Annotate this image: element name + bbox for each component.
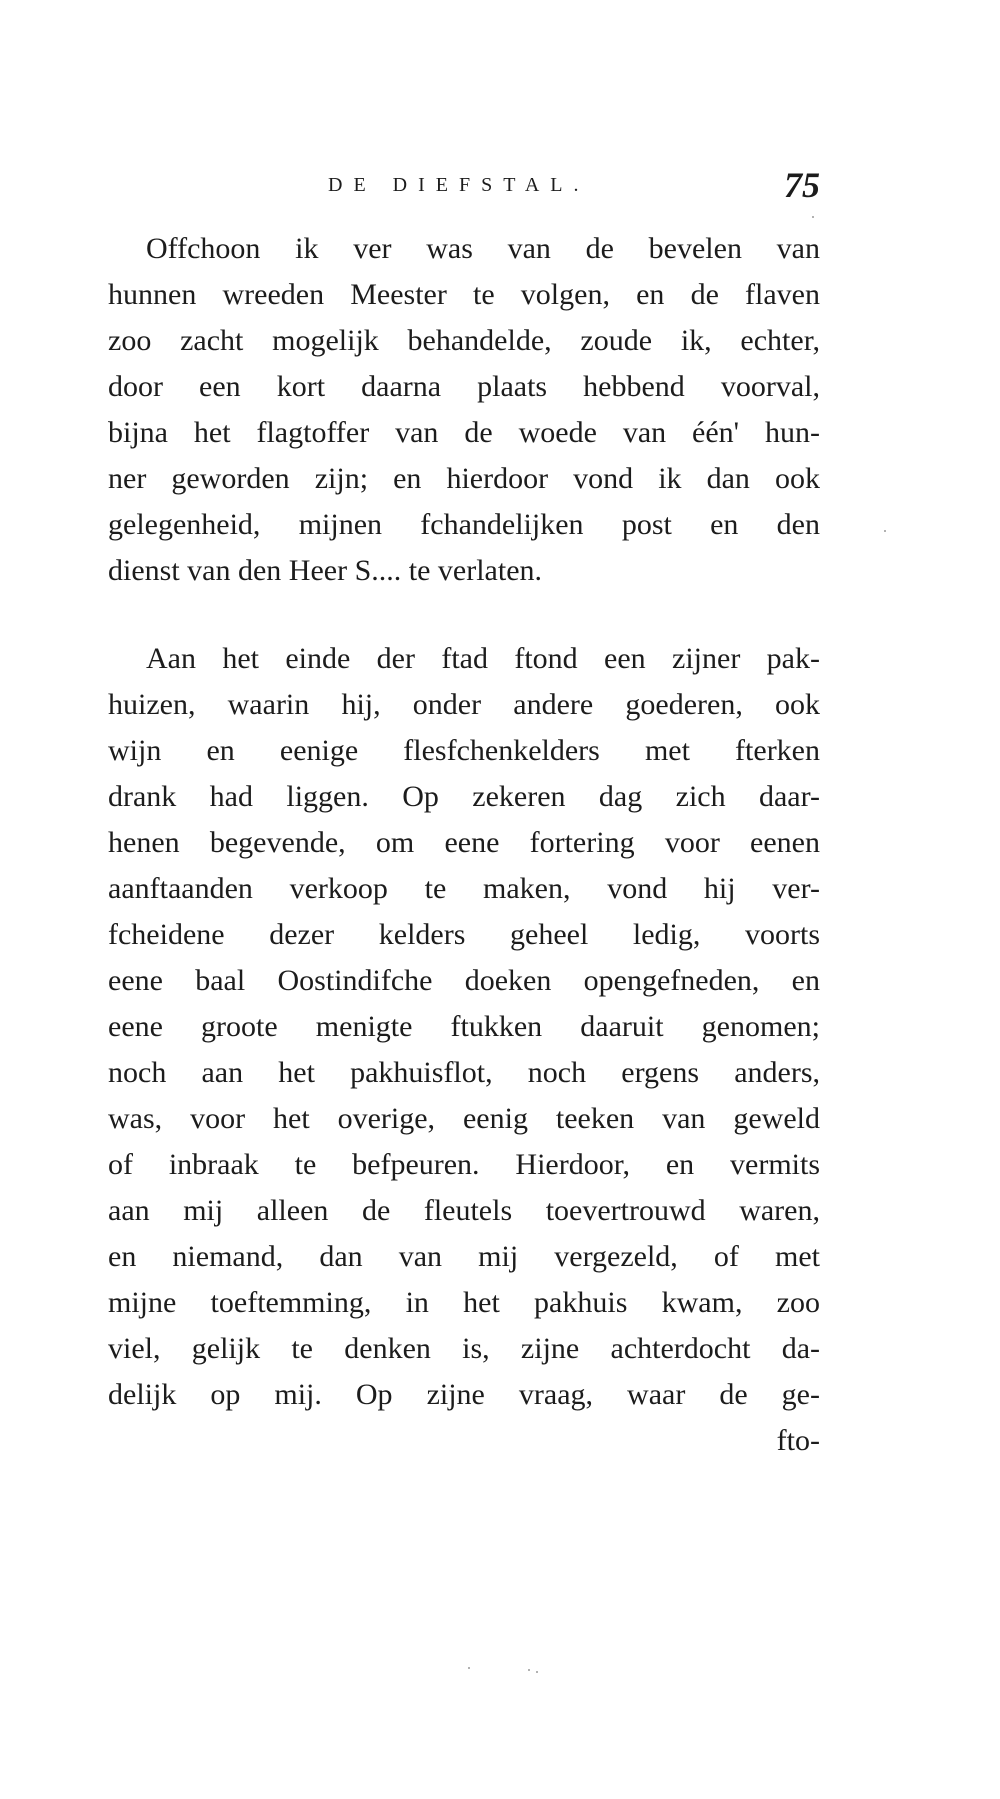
text-line: zoo zacht mogelijk behandelde, zoude ik, echter, [108,324,820,357]
text-line: hunnen wreeden Meester te volgen, en de flaven [108,278,820,311]
text-line: ner geworden zijn; en hierdoor vond ik dan ook [108,462,820,495]
paragraph-2 [108,636,820,1464]
text-line: eene groote menigte ftukken daaruit genomen; [108,1010,820,1043]
running-head [108,165,820,212]
text-line: eene baal Oostindifche doeken opengefneden, en [108,964,820,997]
paper-speck [536,1671,538,1673]
text-line: aan mij alleen de fleutels toevertrouwd waren, [108,1194,820,1227]
text-line: aanftaanden verkoop te maken, vond hij ver- [108,872,820,905]
catchword: fto- [776,1424,820,1457]
text-line: huizen, waarin hij, onder andere goederen, ook [108,688,820,721]
text-line: bijna het flagtoffer van de woede van één' hun- [108,416,820,449]
text-line: dienst van den Heer S.... te verlaten. [108,554,543,587]
paper-speck [884,530,886,532]
text-line: door een kort daarna plaats hebbend voorval, [108,370,820,403]
text-line: Offchoon ik ver was van de bevelen van [146,232,820,265]
text-line: Aan het einde der ftad ftond een zijner pak- [146,642,820,675]
text-line: drank had liggen. Op zekeren dag zich daar- [108,780,820,813]
text-line: of inbraak te befpeuren. Hierdoor, en vermits [108,1148,820,1181]
paragraph-1 [108,226,820,594]
paper-speck [812,216,814,218]
text-line: henen begevende, om eene fortering voor eenen [108,826,820,859]
text-line: delijk op mij. Op zijne vraag, waar de ge- [108,1378,820,1411]
text-line: was, voor het overige, eenig teeken van geweld [108,1102,820,1135]
paper-speck [528,1669,530,1671]
paper-speck [468,1667,470,1669]
text-line: noch aan het pakhuisflot, noch ergens anders, [108,1056,820,1089]
text-line: wijn en eenige flesfchenkelders met fterken [108,734,820,767]
text-line: en niemand, dan van mij vergezeld, of met [108,1240,820,1273]
text-line: fcheidene dezer kelders geheel ledig, voorts [108,918,820,951]
page-number: 75 [784,165,820,205]
running-head-title: DE DIEFSTAL. [328,174,590,196]
text-line: mijne toeftemming, in het pakhuis kwam, zoo [108,1286,820,1319]
text-line: viel, gelijk te denken is, zijne achterdocht da- [108,1332,820,1365]
text-line: gelegenheid, mijnen fchandelijken post en den [108,508,820,541]
